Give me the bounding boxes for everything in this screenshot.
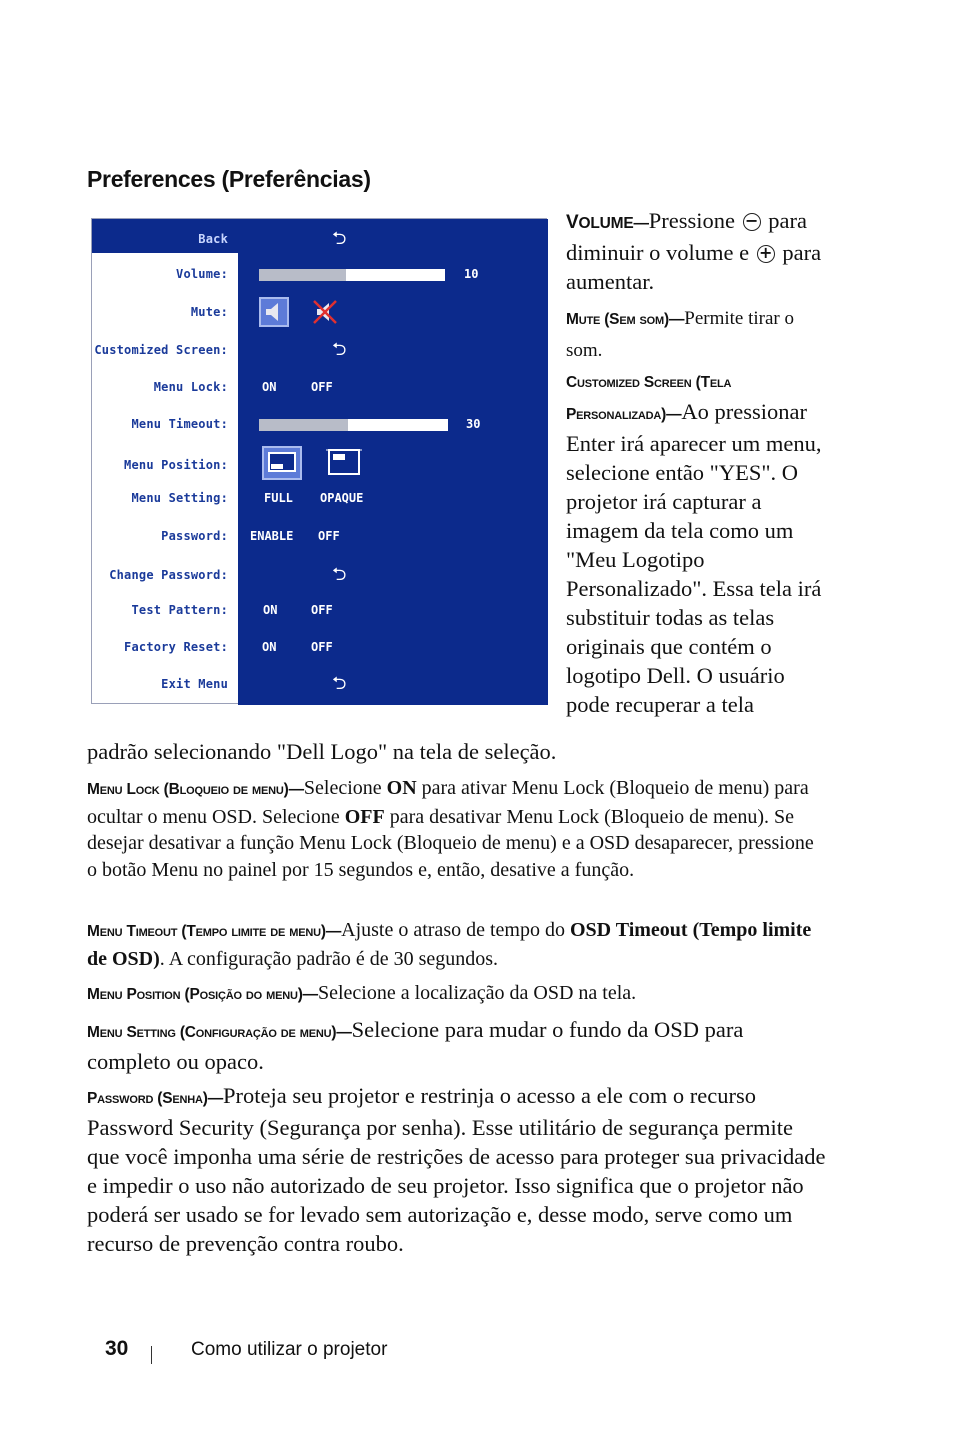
menu-position-term: Menu Position (Posição do menu)—: [87, 986, 318, 1003]
osd-volume-value: 10: [464, 267, 479, 281]
osd-password-off: OFF: [318, 529, 340, 543]
customized-term-line1: Customized Screen (Tela: [566, 374, 732, 391]
position-center-icon: [262, 446, 302, 480]
osd-exit-label: Exit Menu: [161, 677, 228, 691]
enter-arrow-icon: ⮌: [332, 339, 347, 360]
menu-timeout-term: Menu Timeout (Tempo limite de menu)—: [87, 923, 342, 940]
enter-arrow-icon: ⮌: [332, 673, 347, 694]
osd-change-password-label: Change Password:: [109, 568, 228, 582]
volume-slider-fill: [259, 269, 346, 281]
volume-slider: [259, 269, 445, 281]
position-top-icon: [326, 446, 362, 478]
menu-lock-term: Menu Lock (Bloqueio de menu)—: [87, 781, 304, 798]
speaker-muted-icon: [310, 297, 340, 327]
customized-continuation: padrão selecionando "Dell Logo" na tela de seleção.: [87, 739, 557, 764]
menu-setting-paragraph: Menu Setting (Configuração de menu)—Selecione para mudar o fundo da OSD para completo ou opaco.: [87, 1017, 744, 1074]
osd-factory-on: ON: [262, 640, 277, 654]
osd-row-timeout: [92, 417, 548, 437]
footer-divider: [151, 1346, 152, 1364]
speaker-icon: [259, 297, 289, 327]
osd-test-on: ON: [263, 603, 278, 617]
password-paragraph: Password (Senha)—Proteja seu projetor e restrinja o acesso a ele com o recurso Password Security (Segurança por senha). Esse utilitário de segurança permite que você imponha uma série de restrições de acesso para proteger sua privacidade e impedir o uso não autorizado de seu projetor. Isso significa que o projetor não poderá ser usado se for levado sem autorização e, desse modo, serve como um recurso de prevenção contra roubo.: [87, 1083, 826, 1256]
osd-factory-reset-label: Factory Reset:: [124, 640, 228, 654]
plus-button-icon: +: [757, 245, 775, 263]
menu-lock-paragraph: Menu Lock (Bloqueio de menu)—Selecione ON para ativar Menu Lock (Bloqueio de menu) para ocultar o menu OSD. Selecione OFF para desativar Menu Lock (Bloqueio de menu). Se desejar desativar a função Menu Lock (Bloqueio de menu) e a OSD desaparecer, pressione o botão Menu no painel por 15 segundos e, então, desative a função.: [87, 777, 814, 881]
mute-description: Mute (Sem som)—Permite tirar o som.: [566, 308, 794, 361]
enter-arrow-icon: ⮌: [332, 228, 347, 249]
section-heading: Preferences (Preferências): [87, 166, 371, 192]
osd-row-position: [92, 458, 548, 478]
osd-row-factory-reset: [92, 640, 548, 660]
osd-volume-label: Volume:: [176, 267, 228, 281]
footer-section-title: Como utilizar o projetor: [191, 1339, 388, 1360]
osd-row-exit: [92, 673, 548, 697]
menu-timeout-paragraph: Menu Timeout (Tempo limite de menu)—Ajuste o atraso de tempo do OSD Timeout (Tempo limite de OSD). A configuração padrão é de 30 segundos.: [87, 919, 812, 970]
osd-password-label: Password:: [161, 529, 228, 543]
osd-test-pattern-label: Test Pattern:: [131, 603, 228, 617]
osd-row-setting: [92, 491, 548, 511]
timeout-slider: [259, 419, 448, 431]
osd-menu-lock-off: OFF: [311, 380, 333, 394]
osd-customized-label: Customized Screen:: [94, 343, 228, 357]
osd-row-back: [92, 228, 548, 252]
osd-back-label: Back: [198, 232, 228, 246]
osd-setting-full: FULL: [264, 491, 293, 505]
osd-mute-label: Mute:: [190, 305, 228, 319]
password-term: Password (Senha)—: [87, 1090, 224, 1107]
osd-test-off: OFF: [311, 603, 333, 617]
osd-menu-lock-label: Menu Lock:: [153, 380, 228, 394]
volume-term: VOLUME—: [566, 212, 649, 233]
customized-term-line2: Personalizada)—: [566, 406, 682, 423]
timeout-slider-fill: [259, 419, 348, 431]
osd-position-label: Menu Position:: [124, 458, 228, 472]
mute-term: Mute (Sem som)—: [566, 311, 685, 328]
osd-menu-image: [91, 218, 547, 704]
osd-row-password: [92, 529, 548, 549]
osd-row-test-pattern: [92, 603, 548, 623]
volume-description: VOLUME—Pressione − para diminuir o volume e + para aumentar.: [566, 208, 822, 294]
menu-position-paragraph: Menu Position (Posição do menu)—Selecione a localização da OSD na tela.: [87, 982, 637, 1004]
osd-timeout-value: 30: [466, 417, 481, 431]
osd-factory-off: OFF: [311, 640, 333, 654]
customized-description: Customized Screen (Tela Personalizada)—Ao pressionar Enter irá aparecer um menu, selecione então "YES". O projetor irá capturar a imagem da tela como um "Meu Logotipo Personalizado". Essa tela irá substituir todas as telas originais que contém o logotipo Dell. O usuário pode recuperar a tela: [566, 374, 822, 717]
menu-setting-term: Menu Setting (Configuração de menu)—: [87, 1024, 352, 1041]
osd-setting-label: Menu Setting:: [131, 491, 228, 505]
osd-row-mute: [92, 305, 548, 325]
osd-timeout-label: Menu Timeout:: [131, 417, 228, 431]
osd-row-customized: [92, 339, 548, 363]
minus-button-icon: −: [743, 213, 761, 231]
osd-row-menu-lock: [92, 380, 548, 400]
osd-row-volume: [92, 267, 548, 287]
page-number: 30: [105, 1337, 129, 1360]
osd-setting-opaque: OPAQUE: [320, 491, 364, 505]
osd-password-enable: ENABLE: [250, 529, 294, 543]
osd-menu-lock-on: ON: [262, 380, 277, 394]
enter-arrow-icon: ⮌: [332, 564, 347, 585]
osd-row-change-password: [92, 564, 548, 588]
